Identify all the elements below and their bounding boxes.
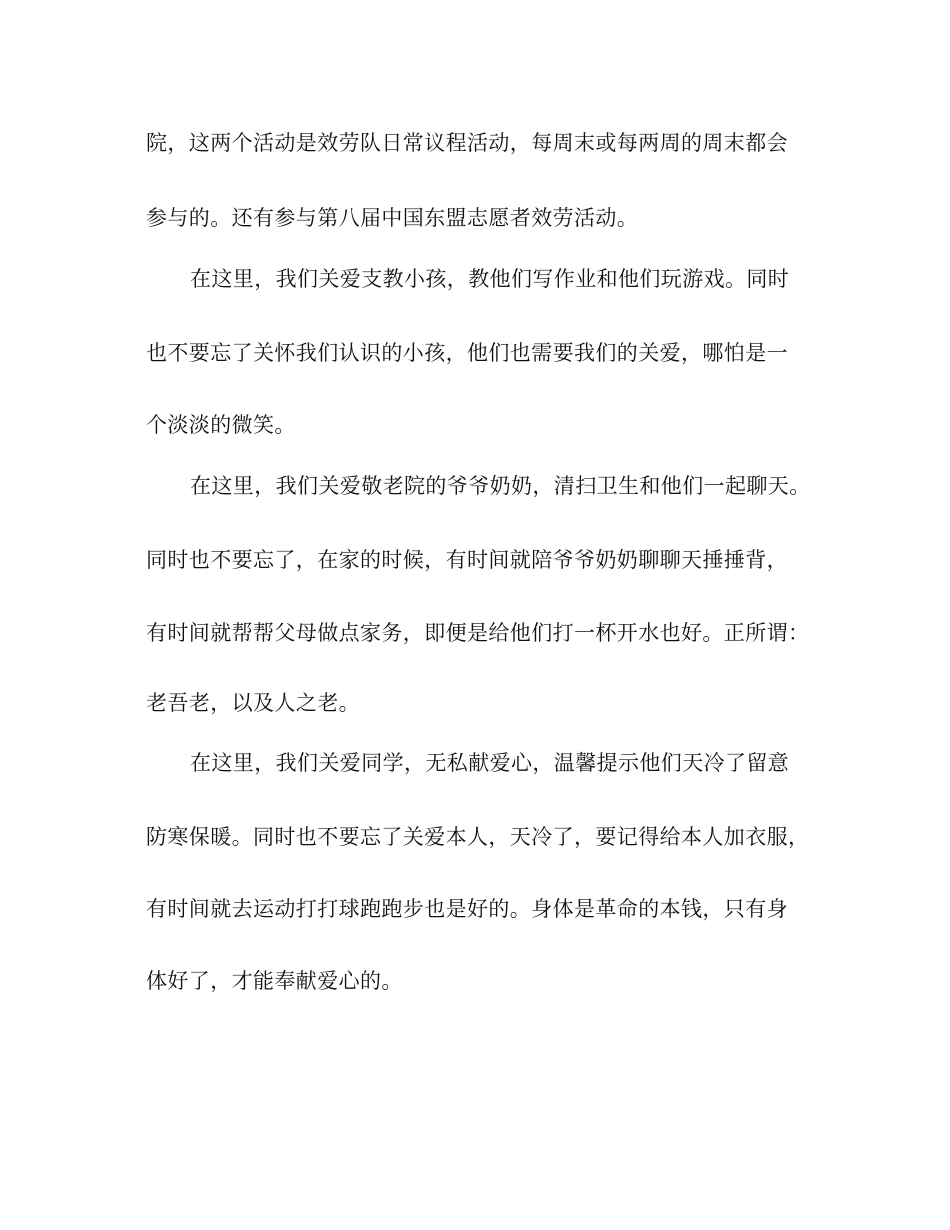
text-line: 防寒保暖。同时也不要忘了关爱本人，天冷了，要记得给本人加衣服， [146,825,810,849]
paragraph-first-line: 在这里，我们关爱支教小孩，教他们写作业和他们玩游戏。同时 [190,267,790,291]
paragraph-first-line: 在这里，我们关爱同学，无私献爱心，温馨提示他们天冷了留意 [190,751,790,775]
paragraph-first-line: 在这里，我们关爱敬老院的爷爷奶奶，清扫卫生和他们一起聊天。 [190,474,811,498]
text-line: 参与的。还有参与第八届中国东盟志愿者效劳活动。 [146,206,639,230]
text-line: 体好了，才能奉献爱心的。 [146,969,403,993]
text-line: 同时也不要忘了，在家的时候，有时间就陪爷爷奶奶聊聊天捶捶背， [146,548,788,572]
text-line: 有时间就帮帮父母做点家务，即便是给他们打一杯开水也好。正所谓： [146,621,810,645]
text-line: 个淡淡的微笑。 [146,413,296,437]
text-line: 老吾老，以及人之老。 [146,691,360,715]
text-line: 院，这两个活动是效劳队日常议程活动，每周末或每两周的周末都会 [146,131,788,155]
text-line: 有时间就去运动打打球跑跑步也是好的。身体是革命的本钱，只有身 [146,897,788,921]
text-line: 也不要忘了关怀我们认识的小孩，他们也需要我们的关爱，哪怕是一 [146,341,788,365]
